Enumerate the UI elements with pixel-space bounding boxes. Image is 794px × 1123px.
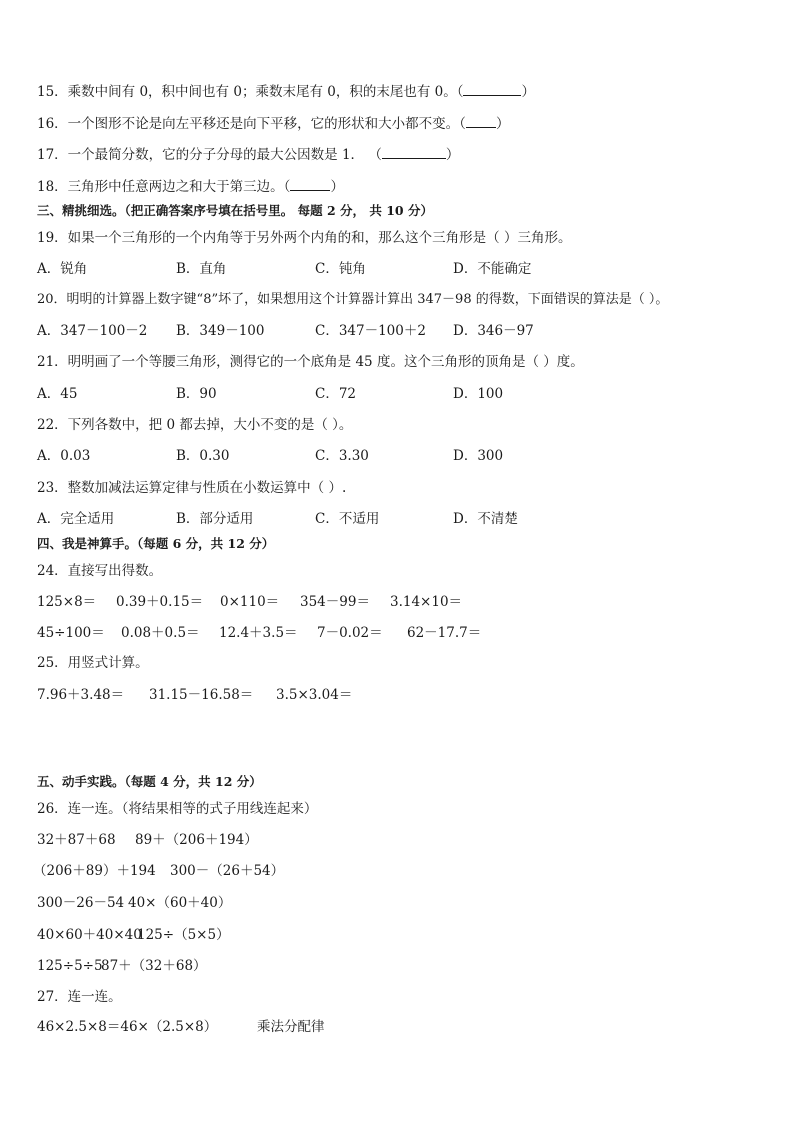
question-text: 18．三角形中任意两边之和大于第三边。（ [37, 179, 291, 195]
match-left[interactable]: 46×2.5×8＝46×（2.5×8） [37, 1019, 218, 1035]
match-left[interactable]: （206＋89）＋194 [33, 863, 156, 879]
option-c[interactable]: C．不适用 [315, 511, 380, 527]
match-right[interactable]: 125÷（5×5） [137, 927, 230, 943]
match-left[interactable]: 300－26－54 [37, 895, 125, 911]
question-16: 16．一个图形不论是向左平移还是向下平移，它的形状和大小都不变。（ ） [37, 116, 510, 132]
calc-item: 3.5×3.04＝ [276, 687, 353, 703]
calc-item: 45÷100＝ [37, 625, 105, 641]
answer-blank[interactable] [466, 114, 496, 128]
question-25: 25．用竖式计算。 [37, 655, 149, 671]
option-b[interactable]: B．349－100 [176, 323, 265, 339]
option-a[interactable]: A．锐角 [37, 261, 88, 277]
section-heading: 四、我是神算手。（每题 6 分，共 12 分） [37, 536, 275, 551]
option-b[interactable]: B．直角 [176, 261, 227, 277]
match-left[interactable]: 32＋87＋68 [37, 832, 116, 848]
option-d[interactable]: D．不能确定 [453, 261, 532, 277]
option-a[interactable]: A．完全适用 [37, 511, 115, 527]
match-right[interactable]: 89＋（206＋194） [135, 832, 258, 848]
option-b[interactable]: B．90 [176, 386, 217, 402]
option-b[interactable]: B．0.30 [176, 448, 230, 464]
option-d[interactable]: D．300 [453, 448, 504, 464]
question-22: 22．下列各数中，把 0 都去掉，大小不变的是（ ）。 [37, 417, 353, 433]
answer-blank[interactable] [463, 82, 521, 96]
calc-item: 0×110＝ [220, 594, 280, 610]
match-left[interactable]: 40×60＋40×40 [37, 927, 142, 943]
calc-item: 31.15－16.58＝ [149, 687, 254, 703]
question-20: 20．明明的计算器上数字键“8”坏了，如果想用这个计算器计算出 347－98 的得数，下面错误的算法是（ ）。 [37, 292, 669, 307]
option-d[interactable]: D．346－97 [453, 323, 534, 339]
calc-item: 125×8＝ [37, 594, 97, 610]
question-text: 17．一个最简分数，它的分子分母的最大公因数是 1． （ [37, 147, 382, 163]
match-right[interactable]: 乘法分配律 [257, 1019, 325, 1035]
question-26: 26．连一连。（将结果相等的式子用线连起来） [37, 801, 318, 817]
question-text: 15．乘数中间有 0，积中间也有 0；乘数末尾有 0，积的末尾也有 0。（ [37, 84, 464, 100]
option-b[interactable]: B．部分适用 [176, 511, 254, 527]
option-a[interactable]: A．347－100－2 [37, 323, 148, 339]
answer-blank[interactable] [290, 177, 330, 191]
question-text: 16．一个图形不论是向左平移还是向下平移，它的形状和大小都不变。（ [37, 116, 466, 132]
section-heading: 三、精挑细选。（把正确答案序号填在括号里。 每题 2 分， 共 10 分） [37, 203, 433, 218]
calc-item: 62－17.7＝ [407, 625, 482, 641]
question-23: 23．整数加减法运算定律与性质在小数运算中（ ）. [37, 480, 347, 496]
calc-item: 7.96＋3.48＝ [37, 687, 125, 703]
question-15: 15．乘数中间有 0，积中间也有 0；乘数末尾有 0，积的末尾也有 0。（ ） [37, 84, 535, 100]
option-a[interactable]: A．0.03 [37, 448, 91, 464]
calc-item: 7－0.02＝ [317, 625, 383, 641]
option-a[interactable]: A．45 [37, 386, 78, 402]
calc-item: 0.39＋0.15＝ [116, 594, 204, 610]
question-19: 19．如果一个三角形的一个内角等于另外两个内角的和，那么这个三角形是（ ）三角形。 [37, 230, 572, 246]
question-24: 24．直接写出得数。 [37, 563, 163, 579]
answer-blank[interactable] [382, 145, 446, 159]
option-c[interactable]: C．72 [315, 386, 357, 402]
question-17: 17．一个最简分数，它的分子分母的最大公因数是 1． （ ） [37, 147, 460, 163]
calc-item: 3.14×10＝ [390, 594, 463, 610]
question-18: 18．三角形中任意两边之和大于第三边。（ ） [37, 179, 344, 195]
calc-item: 0.08＋0.5＝ [121, 625, 200, 641]
option-d[interactable]: D．不清楚 [453, 511, 518, 527]
question-27: 27．连一连。 [37, 989, 122, 1005]
calc-item: 12.4＋3.5＝ [219, 625, 298, 641]
match-right[interactable]: 40×（60＋40） [128, 895, 232, 911]
option-c[interactable]: C．钝角 [315, 261, 366, 277]
match-right[interactable]: 300－（26＋54） [170, 863, 285, 879]
option-c[interactable]: C．347－100＋2 [315, 323, 426, 339]
match-left[interactable]: 125÷5÷5 [37, 958, 103, 974]
calc-item: 354－99＝ [300, 594, 370, 610]
option-c[interactable]: C．3.30 [315, 448, 369, 464]
match-right[interactable]: 87＋（32＋68） [101, 958, 207, 974]
section-heading: 五、动手实践。（每题 4 分，共 12 分） [37, 774, 262, 789]
question-21: 21．明明画了一个等腰三角形，测得它的一个底角是 45 度。这个三角形的顶角是（ ）度。 [37, 354, 584, 370]
option-d[interactable]: D．100 [453, 386, 504, 402]
